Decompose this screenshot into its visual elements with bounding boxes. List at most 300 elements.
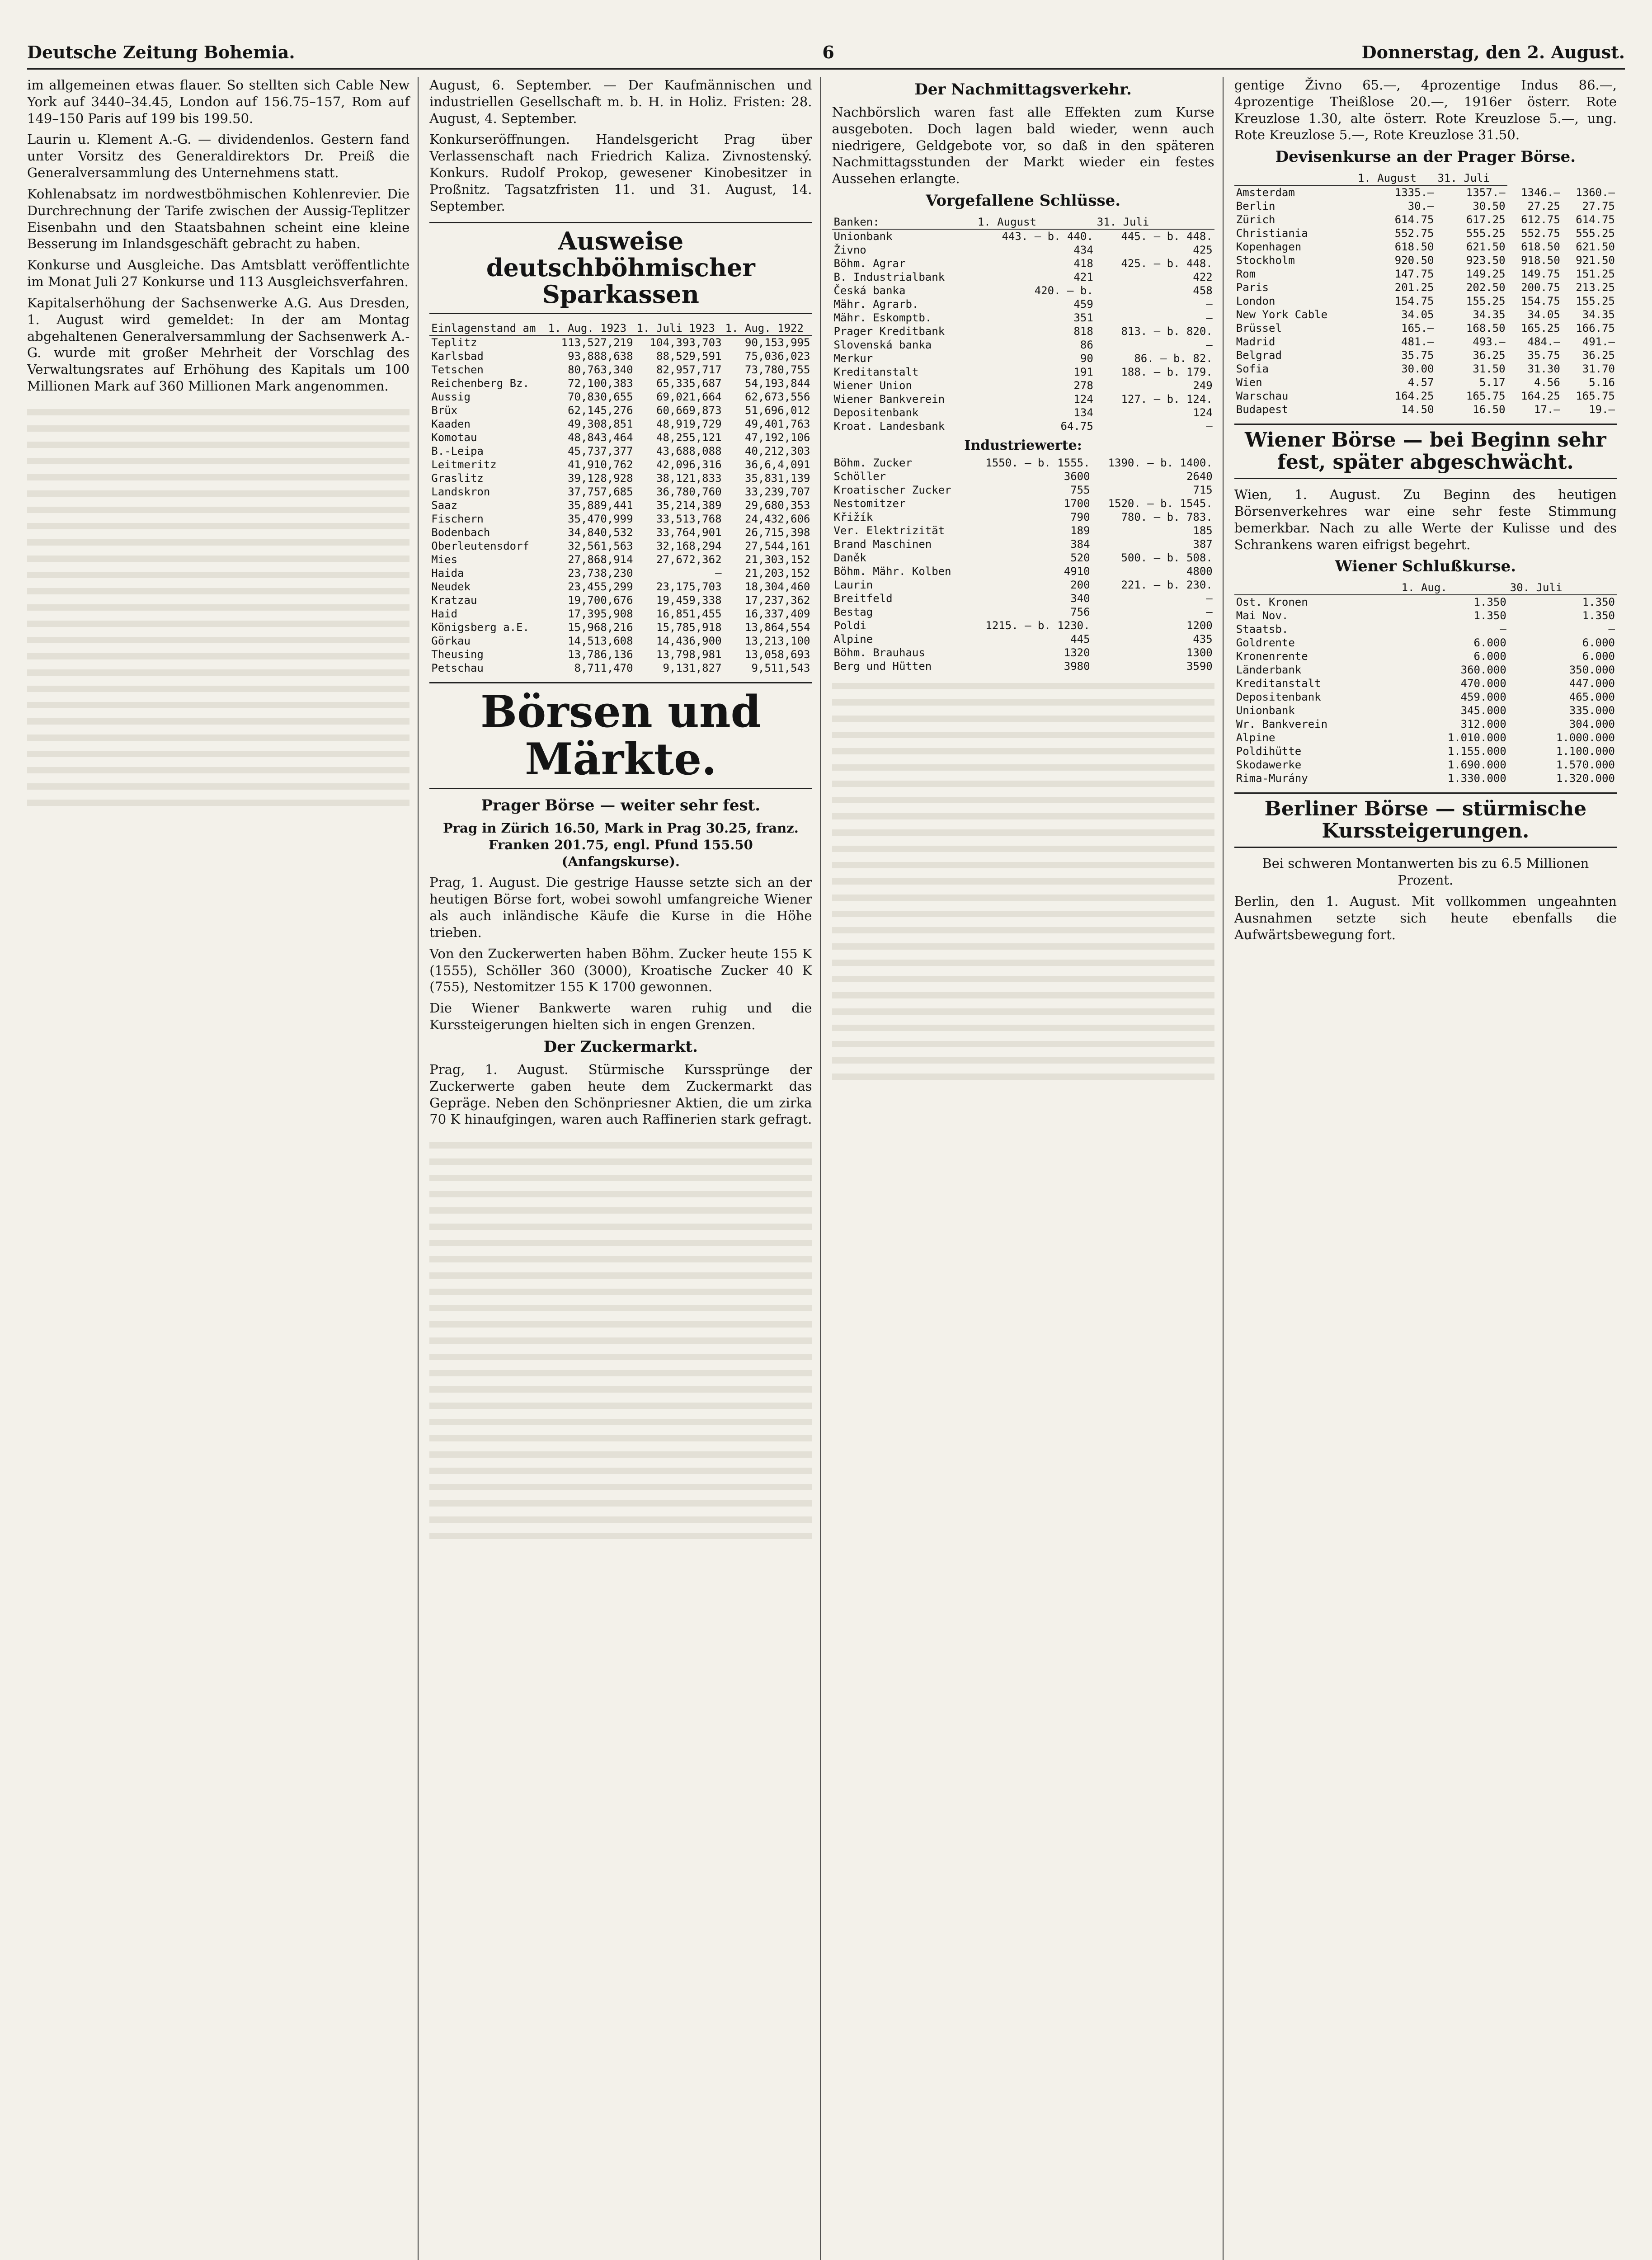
table-cell: 345.000	[1460, 704, 1506, 717]
table-cell: 421	[1073, 271, 1093, 284]
table-cell: 191	[1073, 366, 1093, 379]
table-cell: 15,968,216	[568, 621, 633, 634]
table-cell: 124	[1073, 393, 1093, 406]
table-header-cell: 31. Juli	[1435, 171, 1507, 185]
table-row	[1234, 376, 1617, 389]
table-cell: 435	[1193, 633, 1213, 646]
table-cell: Kaaden	[431, 417, 471, 430]
table-cell: 82,957,717	[656, 363, 722, 376]
table-cell: 1335.—	[1394, 186, 1434, 199]
table-cell: Paris	[1236, 281, 1269, 294]
table-cell: 30.00	[1401, 363, 1434, 376]
table-cell: 1320	[1064, 646, 1090, 659]
table-cell: 4800	[1186, 565, 1213, 578]
article-paragraph: Konkurseröffnungen. Handelsgericht Prag über Verlassenschaft nach Friedrich Kaliza. Zivnostenský. Konkurs. Rudolf Prokop, gewesener Kinobesitzer in Proßnitz. Tagsatzfristen 11. und 31. August, 14. September.	[429, 132, 812, 214]
table-cell: 4.56	[1534, 376, 1560, 389]
table-cell: —	[1206, 592, 1213, 605]
table-row	[429, 553, 812, 566]
table-cell: 149.75	[1521, 268, 1560, 281]
table-cell: 155.25	[1466, 295, 1506, 308]
table-row	[1234, 677, 1617, 690]
table-cell: —	[715, 566, 722, 579]
table-row	[832, 311, 1214, 325]
table-row	[832, 352, 1214, 365]
table-cell: 151.25	[1576, 268, 1615, 281]
table-row	[832, 646, 1214, 659]
table-cell: Rima-Murány	[1236, 772, 1308, 785]
table-cell: 445	[1070, 633, 1090, 646]
table-cell: Neudek	[431, 580, 471, 593]
table-row	[429, 539, 812, 553]
table-cell: 340	[1070, 592, 1090, 605]
article-paragraph: Kapitalserhöhung der Sachsenwerke A.G. Aus Dresden, 1. August wird gemeldet: In der am Montag abgehaltenen Generalversammlung der Sachsenwerk A.-G. wurde mit großer Mehrheit der Vorschlag des Verwaltungsrates auf Erhöhung des Kapitals um 100 Millionen Mark auf 360 Millionen Mark angenommen.	[27, 295, 410, 394]
issue-date: Donnerstag, den 2. August.	[1361, 42, 1625, 62]
table-row	[832, 551, 1214, 565]
table-cell: 920.50	[1394, 254, 1434, 267]
table-cell: 48,843,464	[568, 431, 633, 444]
table-cell: 19,700,676	[568, 593, 633, 607]
table-cell: Wr. Bankverein	[1236, 718, 1328, 731]
table-cell: 493.—	[1473, 335, 1506, 348]
table-cell: 465.000	[1569, 691, 1615, 704]
table-cell: 33,239,707	[745, 485, 810, 498]
vienna-close-table	[1234, 581, 1617, 785]
table-row	[429, 499, 812, 512]
table-cell: Landskron	[431, 485, 490, 498]
table-cell: 351	[1073, 311, 1093, 325]
table-cell: Komotau	[431, 431, 477, 444]
table-cell: 6.000	[1473, 636, 1506, 650]
table-cell: 149.25	[1466, 268, 1506, 281]
table-row	[832, 284, 1214, 297]
table-row	[832, 470, 1214, 483]
table-row	[832, 632, 1214, 646]
table-cell: 350.000	[1569, 664, 1615, 677]
table-row	[429, 593, 812, 607]
table-cell: 23,455,299	[568, 580, 633, 593]
table-cell: Poldihütte	[1236, 745, 1302, 758]
table-cell: 425	[1193, 244, 1213, 257]
table-cell: B. Industrialbank	[833, 271, 945, 284]
table-header-cell: 30. Juli	[1508, 581, 1617, 595]
table-row	[1234, 717, 1617, 731]
table-cell: 27,868,914	[568, 553, 633, 566]
table-row	[832, 379, 1214, 392]
table-cell: Kroat. Landesbank	[833, 420, 945, 433]
table-row	[832, 497, 1214, 510]
table-cell: Zürich	[1236, 213, 1275, 226]
article-paragraph: Laurin u. Klement A.-G. — dividendenlos. Gestern fand unter Vorsitz des Generaldirektors Dr. Preiß die Generalversammlung des Unternehmens statt.	[27, 132, 410, 181]
table-cell: Ver. Elektrizität	[833, 524, 945, 537]
table-cell: 1390. – b. 1400.	[1108, 457, 1213, 470]
table-cell: 202.50	[1466, 281, 1506, 294]
table-cell: Görkau	[431, 634, 471, 647]
table-cell: 35.75	[1401, 349, 1434, 362]
table-row	[1234, 335, 1617, 348]
page-number: 6	[822, 42, 834, 62]
table-cell: 4.57	[1407, 376, 1434, 389]
table-cell: Oberleutensdorf	[431, 539, 529, 552]
table-cell: 60,669,873	[656, 404, 722, 417]
table-cell: 62,673,556	[745, 390, 810, 403]
table-row	[1234, 213, 1617, 226]
table-cell: 8,711,470	[574, 661, 633, 674]
table-cell: 29,680,353	[745, 499, 810, 512]
table-row	[429, 512, 812, 526]
savings-table	[429, 321, 812, 675]
table-cell: 1.100.000	[1556, 745, 1615, 758]
table-cell: 621.50	[1466, 240, 1506, 254]
table-cell: —	[1206, 339, 1213, 352]
table-cell: 6.000	[1582, 636, 1615, 650]
table-row	[1234, 636, 1617, 650]
table-cell: Unionbank	[1236, 704, 1295, 717]
berlin-subline: Bei schweren Montanwerten bis zu 6.5 Millionen Prozent.	[1262, 856, 1589, 888]
table-row	[1234, 321, 1617, 335]
table-cell: 15,785,918	[656, 621, 722, 634]
table-cell: 86. – b. 82.	[1134, 352, 1213, 365]
table-cell: 80,763,340	[568, 363, 633, 376]
table-row	[1234, 595, 1617, 609]
table-row	[429, 580, 812, 593]
table-header-cell: Einlagenstand am	[429, 321, 546, 335]
table-cell: —	[1500, 623, 1506, 636]
table-row	[1234, 663, 1617, 677]
table-cell: 34.35	[1582, 308, 1615, 321]
table-cell: 32,168,294	[656, 539, 722, 552]
industry-label: Industriewerte:	[964, 438, 1082, 454]
article-paragraph: Konkurse und Ausgleiche. Das Amtsblatt veröffentlichte im Monat Juli 27 Konkurse und 113 Ausgleichsverfahren.	[27, 257, 410, 290]
table-cell: 458	[1193, 284, 1213, 297]
table-cell: Madrid	[1236, 335, 1275, 348]
table-cell: 188. – b. 179.	[1121, 366, 1213, 379]
table-cell: New York Cable	[1236, 308, 1328, 321]
table-cell: 756	[1070, 606, 1090, 619]
table-cell: 221. – b. 230.	[1121, 579, 1213, 592]
table-row	[429, 390, 812, 404]
table-cell: 14,436,900	[656, 634, 722, 647]
table-cell: 34.35	[1473, 308, 1506, 321]
table-cell: Wiener Bankverein	[833, 393, 945, 406]
table-cell: 387	[1193, 538, 1213, 551]
table-cell: Depositenbank	[1236, 691, 1321, 704]
table-cell: 189	[1070, 524, 1090, 537]
table-cell: 1.570.000	[1556, 758, 1615, 772]
table-cell: 1.155.000	[1447, 745, 1506, 758]
table-cell: 113,527,219	[561, 336, 633, 349]
table-cell: 555.25	[1576, 227, 1615, 240]
table-cell: 13,213,100	[745, 634, 810, 647]
table-cell: Schöller	[833, 470, 886, 483]
table-cell: 127. – b. 124.	[1121, 393, 1213, 406]
table-cell: 618.50	[1394, 240, 1434, 254]
column-3	[832, 77, 1224, 2260]
table-row	[429, 566, 812, 580]
table-cell: Ost. Kronen	[1236, 596, 1308, 609]
table-cell: 790	[1070, 511, 1090, 524]
table-cell: 51,696,012	[745, 404, 810, 417]
table-row	[1234, 348, 1617, 362]
table-cell: 618.50	[1521, 240, 1560, 254]
table-row	[832, 565, 1214, 578]
table-header-cell: 1. Juli 1923	[635, 321, 724, 335]
table-cell: 1.350	[1582, 596, 1615, 609]
table-cell: 30.50	[1473, 200, 1506, 213]
table-cell: Slovenská banka	[833, 339, 932, 352]
table-cell: 54,193,844	[745, 377, 810, 390]
table-cell: Staatsb.	[1236, 623, 1289, 636]
table-row	[832, 483, 1214, 497]
table-cell: Amsterdam	[1236, 186, 1295, 199]
table-cell: 18,304,460	[745, 580, 810, 593]
table-cell: 213.25	[1576, 281, 1615, 294]
table-header-cell	[1234, 171, 1356, 185]
table-cell: 434	[1073, 244, 1093, 257]
table-header-cell: 1. August	[1356, 171, 1436, 185]
table-row	[832, 659, 1214, 673]
table-cell: 484.—	[1527, 335, 1560, 348]
table-cell: 36.25	[1473, 349, 1506, 362]
table-cell: 166.75	[1576, 322, 1615, 335]
table-cell: 459	[1073, 298, 1093, 311]
table-cell: Kopenhagen	[1236, 240, 1302, 254]
table-cell: 614.75	[1394, 213, 1434, 226]
table-cell: 40,212,303	[745, 444, 810, 457]
table-cell: 35,470,999	[568, 512, 633, 525]
table-cell: 49,401,763	[745, 417, 810, 430]
table-cell: B.-Leipa	[431, 444, 484, 457]
table-row	[1234, 226, 1617, 240]
table-cell: 90,153,995	[745, 336, 810, 349]
table-cell: 47,192,106	[745, 431, 810, 444]
table-cell: 447.000	[1569, 677, 1615, 690]
table-row	[1234, 744, 1617, 758]
table-cell: 481.—	[1401, 335, 1434, 348]
table-cell: 75,036,023	[745, 349, 810, 363]
table-cell: 384	[1070, 538, 1090, 551]
table-row	[832, 537, 1214, 551]
table-cell: 425. – b. 448.	[1121, 257, 1213, 270]
table-cell: 491.—	[1582, 335, 1615, 348]
table-cell: Unionbank	[833, 230, 893, 243]
table-cell: Laurin	[833, 579, 873, 592]
table-cell: 33,513,768	[656, 512, 722, 525]
table-cell: 1360.—	[1576, 186, 1615, 199]
table-row	[1234, 731, 1617, 744]
table-row	[429, 377, 812, 390]
table-cell: 1.690.000	[1447, 758, 1506, 772]
table-row	[1234, 690, 1617, 704]
table-cell: 154.75	[1394, 295, 1434, 308]
table-cell: 918.50	[1521, 254, 1560, 267]
table-cell: 14,513,608	[568, 634, 633, 647]
table-cell: 16,851,455	[656, 607, 722, 620]
table-row	[1234, 362, 1617, 376]
table-row	[1234, 240, 1617, 254]
fx-headline: Devisenkurse an der Prager Börse.	[1275, 148, 1576, 166]
table-cell: Bestag	[833, 606, 873, 619]
table-cell: 335.000	[1569, 704, 1615, 717]
table-header-cell: 1. August	[976, 215, 1095, 229]
table-cell: 19.—	[1589, 403, 1615, 416]
markets-headline: Börsen und Märkte.	[429, 682, 812, 789]
table-cell: 27,544,161	[745, 539, 810, 552]
table-cell: —	[1206, 298, 1213, 311]
table-cell: 88,529,591	[656, 349, 722, 363]
table-cell: Brand Maschinen	[833, 538, 932, 551]
table-row	[429, 363, 812, 377]
table-row	[832, 456, 1214, 470]
table-cell: —	[1206, 311, 1213, 325]
table-cell: 16,337,409	[745, 607, 810, 620]
table-cell: Wien	[1236, 376, 1262, 389]
table-cell: 21,303,152	[745, 553, 810, 566]
table-cell: Rom	[1236, 268, 1256, 281]
table-cell: 147.75	[1394, 268, 1434, 281]
table-cell: 422	[1193, 271, 1213, 284]
table-row	[429, 335, 812, 349]
table-row	[832, 419, 1214, 433]
table-cell: Křižík	[833, 511, 873, 524]
table-cell: 1.330.000	[1447, 772, 1506, 785]
table-cell: 470.000	[1460, 677, 1506, 690]
table-cell: Berlin	[1236, 200, 1275, 213]
table-cell: 30.—	[1407, 200, 1434, 213]
table-cell: 13,786,136	[568, 648, 633, 661]
table-cell: 49,308,851	[568, 417, 633, 430]
table-cell: 34.05	[1401, 308, 1434, 321]
table-header-cell: 1. Aug. 1922	[724, 321, 812, 335]
table-row	[832, 605, 1214, 619]
table-header-cell: Banken:	[832, 215, 976, 229]
table-cell: Daněk	[833, 551, 866, 565]
prague-subline: Prag in Zürich 16.50, Mark in Prag 30.25, franz. Franken 201.75, engl. Pfund 155.50 (Anfangskurse).	[442, 820, 799, 869]
vienna-close-headline: Wiener Schlußkurse.	[1335, 557, 1516, 576]
table-cell: 31.50	[1473, 363, 1506, 376]
body-text-block	[27, 399, 409, 806]
table-cell: 64.75	[1060, 420, 1093, 433]
table-cell: 1357.—	[1466, 186, 1506, 199]
table-cell: 155.25	[1576, 295, 1615, 308]
table-cell: 1215. – b. 1230.	[985, 619, 1090, 632]
table-row	[832, 619, 1214, 632]
table-cell: 35,831,139	[745, 471, 810, 485]
table-cell: Stockholm	[1236, 254, 1295, 267]
table-cell: Prager Kreditbank	[833, 325, 945, 338]
table-cell: 1.320.000	[1556, 772, 1615, 785]
table-cell: 813. – b. 820.	[1121, 325, 1213, 338]
table-cell: Goldrente	[1236, 636, 1295, 650]
table-cell: 818	[1073, 325, 1093, 338]
table-row	[832, 297, 1214, 311]
article-paragraph: Wien, 1. August. Zu Beginn des heutigen Börsenverkehres war eine sehr feste Stimmung bemerkbar. Nach zu alle Werte der Kulisse und des Schrankens waren eifrigst begehrt.	[1234, 487, 1617, 552]
table-cell: 33,764,901	[656, 526, 722, 539]
table-cell: 69,021,664	[656, 390, 722, 403]
table-row	[429, 458, 812, 471]
table-cell: Mähr. Eskomptb.	[833, 311, 932, 325]
closings-table	[832, 215, 1214, 433]
table-cell: Kroatischer Zucker	[833, 484, 951, 497]
table-row	[429, 634, 812, 648]
body-text-block	[832, 673, 1214, 1080]
table-cell: 39,128,928	[568, 471, 633, 485]
table-cell: Nestomitzer	[833, 497, 906, 510]
table-cell: 19,459,338	[656, 593, 722, 607]
table-cell: Budapest	[1236, 403, 1289, 416]
table-cell: Kreditanstalt	[833, 366, 919, 379]
table-cell: 420. – b.	[1034, 284, 1093, 297]
table-cell: 552.75	[1521, 227, 1560, 240]
article-paragraph: Nachbörslich waren fast alle Effekten zum Kurse ausgeboten. Doch lagen bald wieder, wenn auch niedrigere, Geldgebote vor, so daß in den späteren Nachmittagsstunden der Markt wieder ein festes Aussehen erlangte.	[832, 104, 1214, 187]
table-cell: 304.000	[1569, 718, 1615, 731]
table-cell: 17,237,362	[745, 593, 810, 607]
table-cell: 200.75	[1521, 281, 1560, 294]
table-cell: Alpine	[833, 633, 873, 646]
table-cell: 17,395,908	[568, 607, 633, 620]
table-row	[832, 578, 1214, 592]
table-cell: 73,780,755	[745, 363, 810, 376]
table-cell: 443. – b. 440.	[1002, 230, 1093, 243]
table-cell: Tetschen	[431, 363, 484, 376]
table-cell: 2640	[1186, 470, 1213, 483]
table-cell: Skodawerke	[1236, 758, 1302, 772]
table-cell: 201.25	[1394, 281, 1434, 294]
table-cell: 755	[1070, 484, 1090, 497]
table-cell: 42,096,316	[656, 458, 722, 471]
vienna-headline: Wiener Börse — bei Beginn sehr fest, später abgeschwächt.	[1234, 424, 1617, 479]
table-cell: 35,889,441	[568, 499, 633, 512]
berlin-headline: Berliner Börse — stürmische Kurssteigerungen.	[1234, 792, 1617, 848]
table-cell: 617.25	[1466, 213, 1506, 226]
table-cell: 3600	[1064, 470, 1090, 483]
table-cell: 41,910,762	[568, 458, 633, 471]
table-cell: 614.75	[1576, 213, 1615, 226]
table-row	[429, 404, 812, 417]
table-cell: 134	[1073, 406, 1093, 419]
table-row	[429, 417, 812, 431]
table-cell: Länderbank	[1236, 664, 1302, 677]
table-row	[429, 471, 812, 485]
table-cell: 43,688,088	[656, 444, 722, 457]
table-cell: 17.—	[1534, 403, 1560, 416]
table-cell: Poldi	[833, 619, 866, 632]
table-cell: 90	[1080, 352, 1093, 365]
table-cell: Mähr. Agrarb.	[833, 298, 919, 311]
table-cell: Graslitz	[431, 471, 484, 485]
table-cell: 23,175,703	[656, 580, 722, 593]
table-row	[1234, 294, 1617, 308]
table-row	[832, 392, 1214, 406]
table-cell: 14.50	[1401, 403, 1434, 416]
table-cell: 715	[1193, 484, 1213, 497]
table-cell: —	[1206, 420, 1213, 433]
table-cell: 418	[1073, 257, 1093, 270]
newspaper-title: Deutsche Zeitung Bohemia.	[27, 42, 295, 62]
table-cell: Depositenbank	[833, 406, 919, 419]
table-cell: 200	[1070, 579, 1090, 592]
column-1	[27, 77, 419, 2260]
table-cell: —	[1608, 623, 1615, 636]
table-row	[1234, 403, 1617, 416]
table-row	[1234, 622, 1617, 636]
table-cell: 360.000	[1460, 664, 1506, 677]
table-cell: Böhm. Agrar	[833, 257, 906, 270]
table-cell: Haid	[431, 607, 458, 620]
table-cell: Mies	[431, 553, 458, 566]
table-header-cell	[1234, 581, 1400, 595]
table-row	[832, 524, 1214, 537]
table-cell: Bodenbach	[431, 526, 490, 539]
